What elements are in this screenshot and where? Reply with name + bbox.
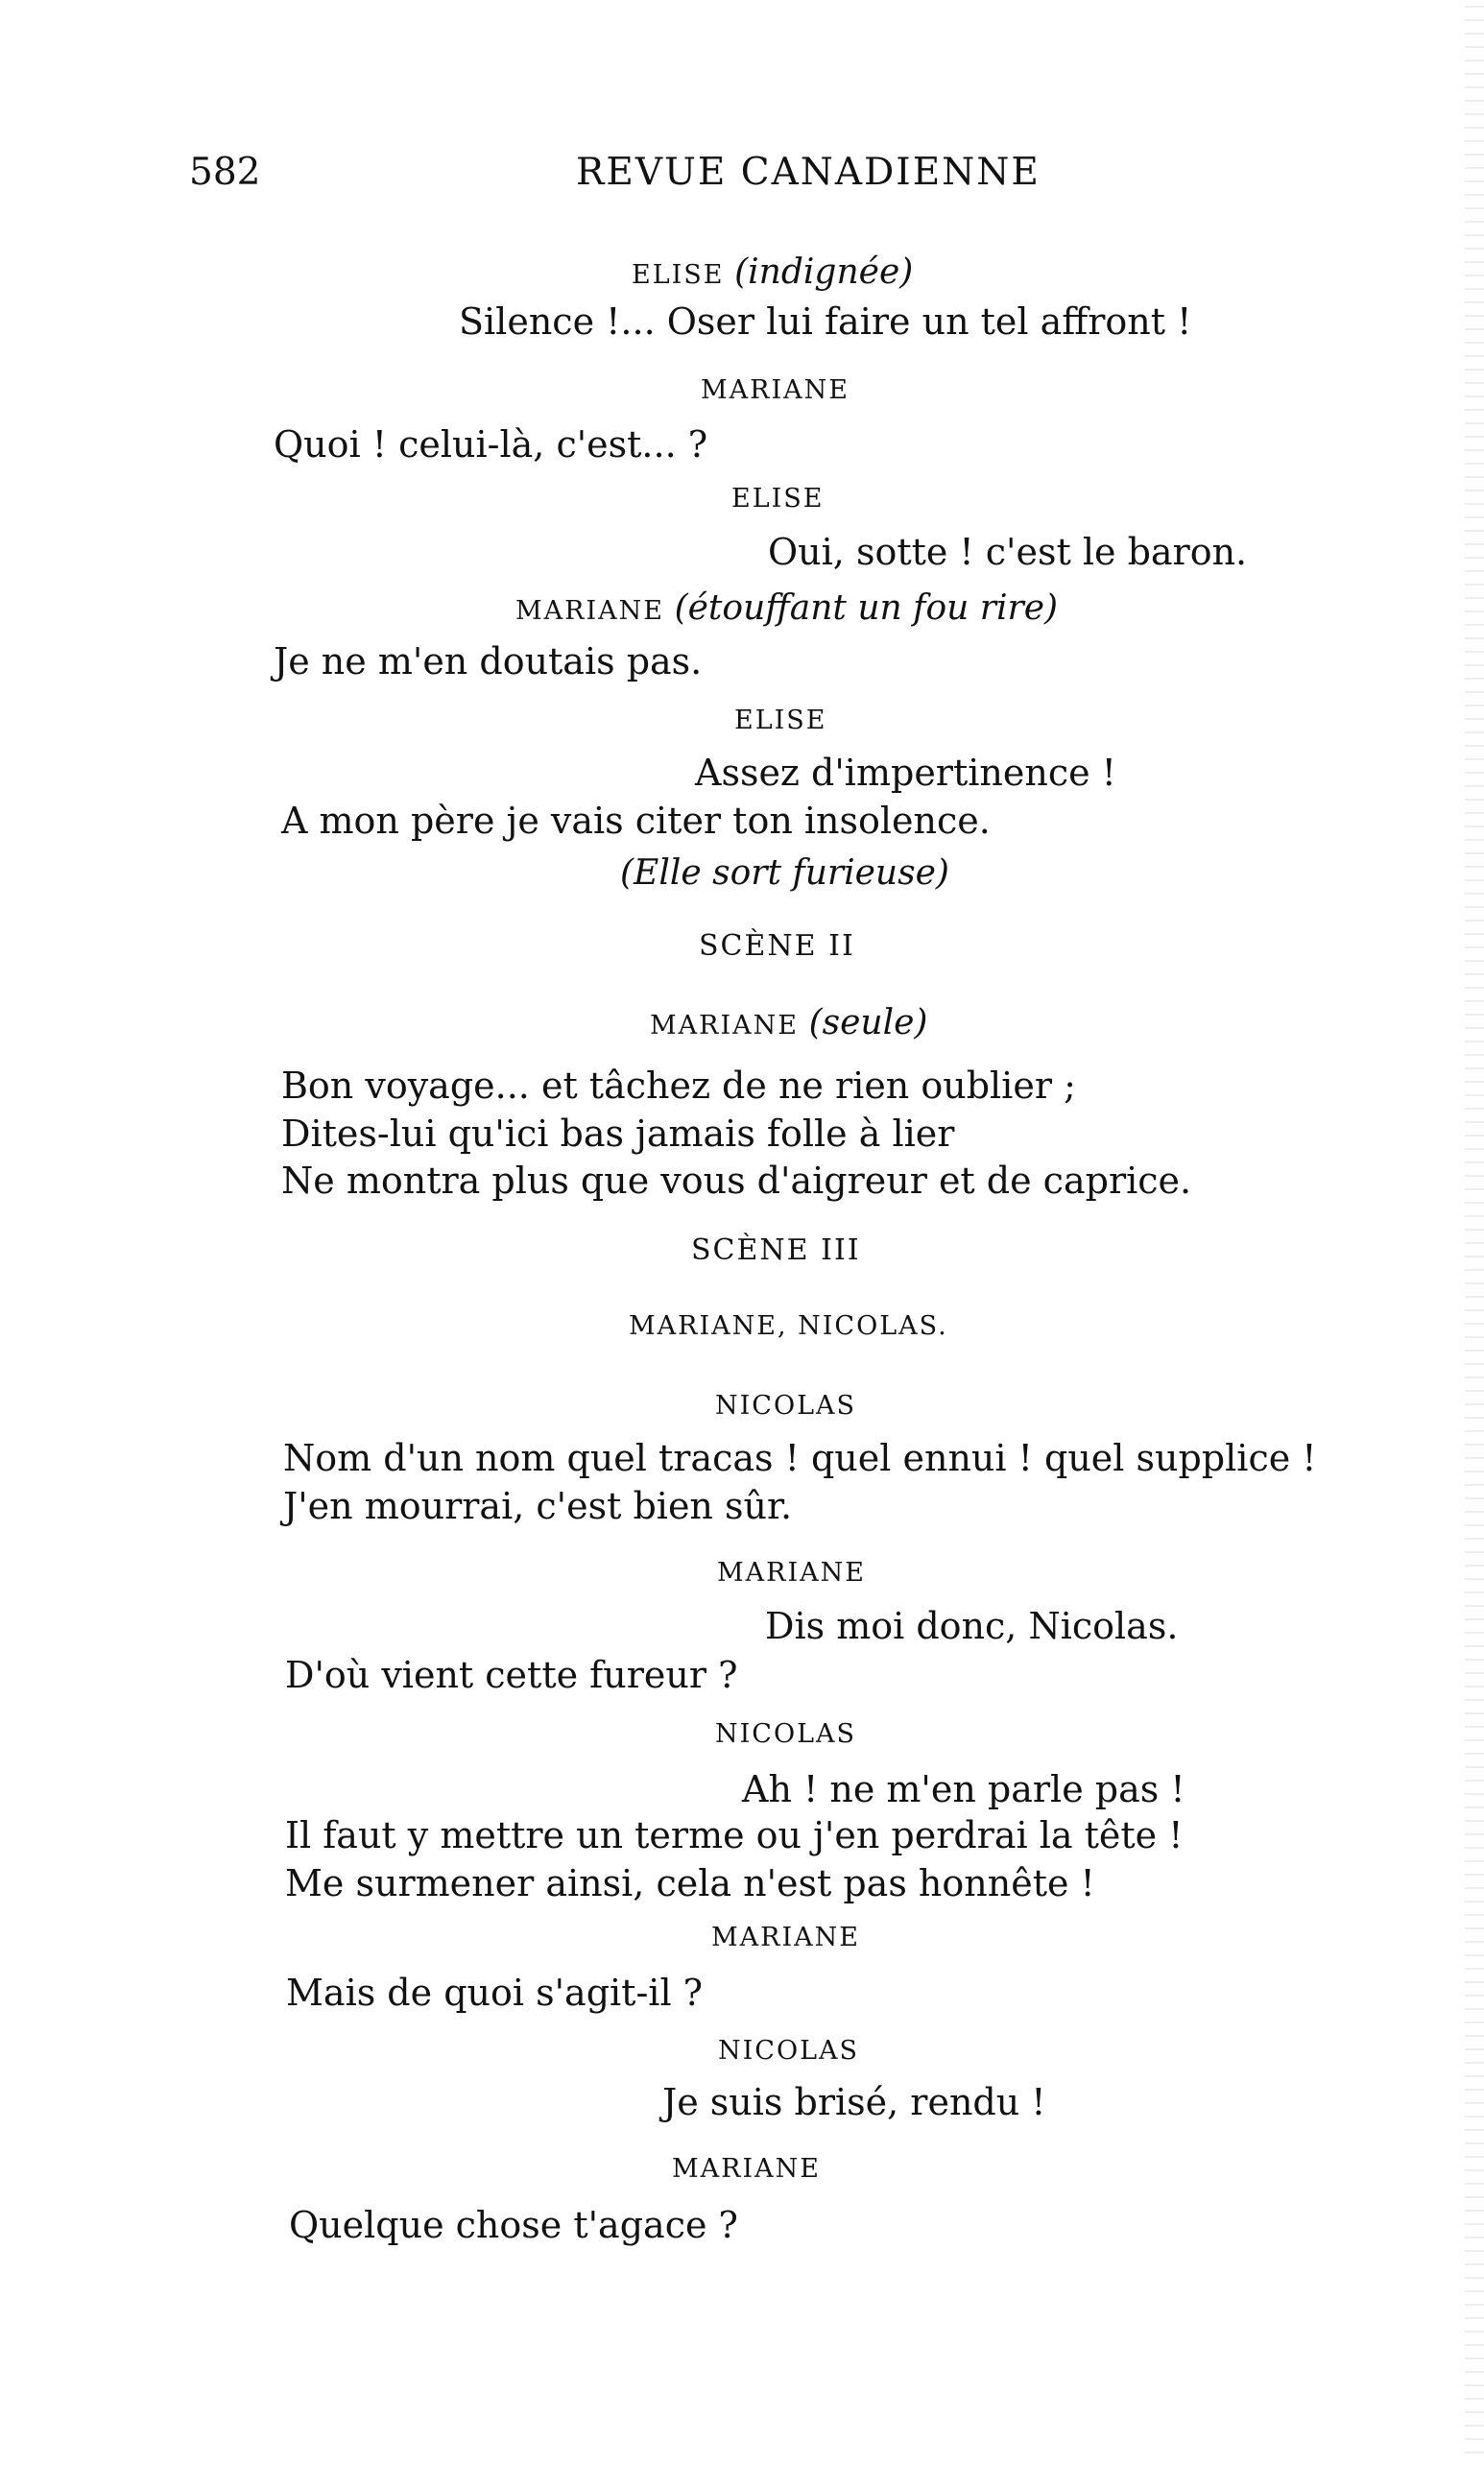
speaker-heading: [629, 1313, 948, 1339]
verse-line: Mais de quoi s'agit-il ?: [286, 1972, 704, 2014]
stage-direction: (seule): [808, 1003, 928, 1042]
speaker-name: NICOLAS: [715, 1391, 857, 1421]
speaker-heading: [717, 1560, 866, 1586]
verse-line: Nom d'un nom quel tracas ! quel ennui ! quel supplice !: [283, 1437, 1317, 1479]
speaker-heading: [734, 707, 827, 733]
speaker-name: MARIANE: [650, 1011, 799, 1041]
speaker-name: ELISE: [734, 706, 827, 735]
page-number: 582: [189, 151, 261, 194]
verse-line: A mon père je vais citer ton insolence.: [281, 800, 991, 842]
speaker-heading: [632, 252, 914, 292]
speaker-heading: [672, 2156, 821, 2182]
verse-line: Dites-lui qu'ici bas jamais folle à lier: [281, 1113, 955, 1155]
speaker-heading: [715, 1393, 856, 1419]
scene-heading: SCÈNE III: [691, 1233, 861, 1267]
verse-line: Ah ! ne m'en parle pas !: [742, 1768, 1185, 1810]
scene-heading: SCÈNE II: [699, 929, 855, 963]
speaker-name: ELISE: [731, 484, 825, 514]
speaker-name: MARIANE, NICOLAS.: [629, 1311, 948, 1341]
running-head: REVUE CANADIENNE: [576, 151, 1041, 194]
speaker-name: MARIANE: [711, 1923, 860, 1952]
speaker-name: MARIANE: [672, 2154, 821, 2184]
speaker-heading: [718, 2038, 859, 2064]
speaker-heading: [715, 1721, 856, 1747]
speaker-name: MARIANE: [717, 1558, 866, 1588]
page-edge: [1465, 0, 1484, 2465]
verse-line: Il faut y mettre un terme ou j'en perdrai la tête !: [285, 1814, 1184, 1856]
verse-line: J'en mourrai, c'est bien sûr.: [283, 1485, 793, 1527]
speaker-heading: [701, 377, 850, 403]
speaker-heading: [515, 588, 1059, 628]
verse-line: Bon voyage... et tâchez de ne rien oublier ;: [281, 1065, 1076, 1107]
verse-line: Quoi ! celui-là, c'est... ?: [274, 423, 708, 466]
speaker-name: MARIANE: [701, 375, 850, 405]
stage-direction: (indignée): [734, 252, 914, 292]
speaker-name: NICOLAS: [715, 1719, 857, 1749]
verse-line: Ne montra plus que vous d'aigreur et de caprice.: [281, 1160, 1192, 1202]
verse-line: Assez d'impertinence !: [695, 752, 1116, 794]
stage-direction: (étouffant un fou rire): [674, 588, 1059, 628]
verse-line: Je suis brisé, rendu !: [662, 2081, 1046, 2123]
verse-line: D'où vient cette fureur ?: [285, 1654, 738, 1696]
verse-line: Quelque chose t'agace ?: [289, 2204, 738, 2246]
verse-line: Dis moi donc, Nicolas.: [765, 1605, 1179, 1647]
speaker-heading: [711, 1925, 860, 1950]
speaker-name: NICOLAS: [718, 2036, 860, 2066]
speaker-name: ELISE: [632, 260, 725, 290]
verse-line: Je ne m'en doutais pas.: [274, 640, 703, 682]
verse-line: Silence !... Oser lui faire un tel affront !: [459, 300, 1192, 343]
stage-direction: (Elle sort furieuse): [620, 853, 949, 893]
speaker-heading: [650, 1003, 928, 1042]
speaker-heading: [731, 486, 825, 512]
verse-line: Me surmener ainsi, cela n'est pas honnête !: [285, 1862, 1095, 1904]
verse-line: Oui, sotte ! c'est le baron.: [768, 531, 1248, 573]
speaker-name: MARIANE: [515, 596, 664, 626]
